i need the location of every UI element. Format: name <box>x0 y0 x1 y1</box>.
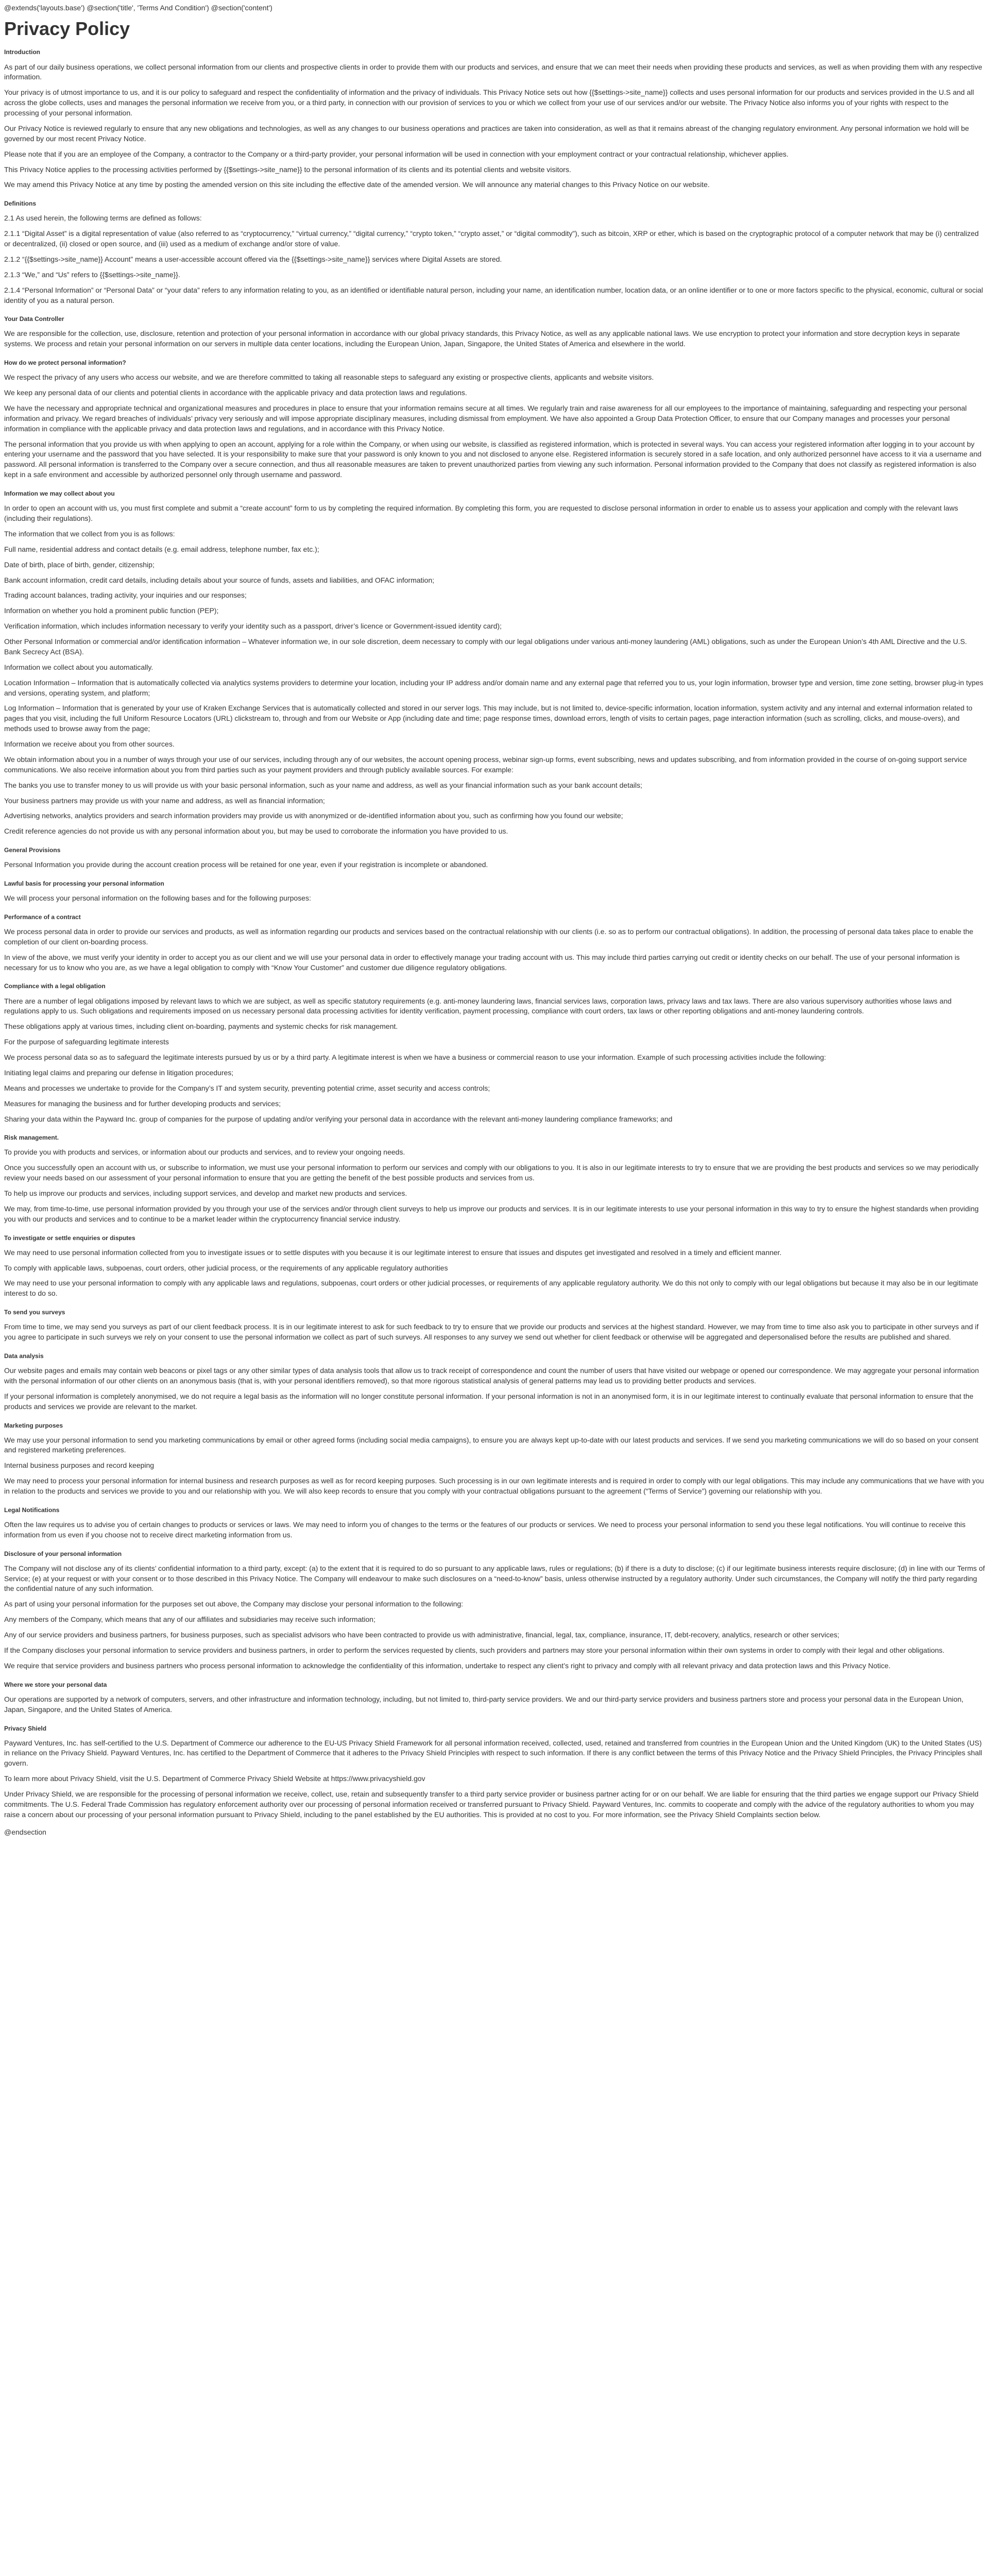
paragraph: We process personal data in order to provide our services and products, as well as information regarding our products and services based on the contractual relationship with our clients (i.e. so as to perform our contractual obligations). In addition, the processing of personal data takes place to enable the completion of our client on-boarding process. <box>4 927 974 946</box>
paragraph: Information we collect about you automatically. <box>4 663 154 671</box>
paragraph: We may amend this Privacy Notice at any time by posting the amended version on this site including the effective date of the amended version. We will announce any material changes to this Privacy Notice on our website. <box>4 180 710 189</box>
paragraph: Means and processes we undertake to provide for the Company’s IT and system security, preventing potential crime, asset security and access controls; <box>4 1083 490 1092</box>
paragraph: Full name, residential address and contact details (e.g. email address, telephone number, fax etc.); <box>4 545 319 553</box>
paragraph: We keep any personal data of our clients and potential clients in accordance with the applicable privacy and data protection laws and regulations. <box>4 388 467 397</box>
paragraph: Any members of the Company, which means that any of our affiliates and subsidiaries may receive such information; <box>4 1615 376 1624</box>
paragraph: To comply with applicable laws, subpoenas, court orders, other judicial process, or the requirements of any applicable regulatory authorities <box>4 1263 448 1272</box>
paragraph: Sharing your data within the Payward Inc. group of companies for the purpose of updating and/or verifying your personal data in accordance with the relevant anti-money laundering compliance frameworks; and <box>4 1114 673 1123</box>
blade-template-footer: @endsection <box>4 1827 46 1836</box>
paragraph: 2.1.3 “We,” and “Us” refers to {{$settings->site_name}}. <box>4 270 180 279</box>
paragraph: Please note that if you are an employee of the Company, a contractor to the Company or a third-party provider, your personal information will be used in connection with your employment contract or your contractual relationship, whichever applies. <box>4 149 789 158</box>
paragraph: The personal information that you provide us with when applying to open an account, applying for a role within the Company, or when using our website, is classified as registered information, which is protected in several ways. You can access your registered information after logging in to your account by entering your username and the password that you have selected. It is your responsibility to make sure that your password is only known to you and not disclosed to anyone else. Registered information is securely stored in a safe location, and only authorized personnel have access to it via a username and password. All personal information is transferred to the Company over a secure connection, and thus all reasonable measures are taken to prevent unauthorized parties from viewing any such information. Personal information provided to the Company that does not classify as registered information is also kept in a safe environment and accessible by authorized personnel only through username and password. <box>4 439 982 479</box>
section-heading: Legal Notifications <box>4 1506 60 1514</box>
paragraph: The banks you use to transfer money to us will provide us with your basic personal information, such as your name and address, as well as your financial information such as your bank account details; <box>4 781 642 789</box>
paragraph: From time to time, we may send you surveys as part of our client feedback process. It is in our legitimate interest to ask for such feedback to try to ensure that we provide our products and services at the highest standard. However, we may from time to time also ask you to participate in other surveys and if you agree to participate in such surveys we rely on your consent to use the personal information we collect as part of such surveys. All responses to any survey we send out whether for client feedback or otherwise will be aggregated and depersonalised before the results are published and shared. <box>4 1323 979 1342</box>
paragraph: Under Privacy Shield, we are responsible for the processing of personal information we receive, collect, use, retain and subsequently transfer to a third party service provider or business partner acting for or on our behalf. We are liable for ensuring that the third parties we engage support our Privacy Shield commitments. The U.S. Federal Trade Commission has regulatory enforcement authority over our processing of personal information received or transferred pursuant to Privacy Shield. Payward Ventures, Inc. commits to cooperate and comply with the advice of the regulatory authorities to whom you may raise a concern about our processing of your personal information pursuant to Privacy Shield, including to the panel established by the EU authorities. This is provided at no cost to you. For more information, see the Privacy Shield Complaints section below. <box>4 1790 979 1819</box>
paragraph: We will process your personal information on the following bases and for the following purposes: <box>4 894 311 903</box>
section-heading: Disclosure of your personal information <box>4 1550 122 1557</box>
paragraph: If the Company discloses your personal information to service providers and business partners, in order to perform the services requested by clients, such providers and partners may store your personal information within their own systems in order to comply with their legal and other obligations. <box>4 1646 945 1654</box>
paragraph: Date of birth, place of birth, gender, citizenship; <box>4 560 155 569</box>
paragraph: As part of using your personal information for the purposes set out above, the Company may disclose your personal information to the following: <box>4 1600 464 1608</box>
policy-content <box>4 48 985 1820</box>
paragraph: To provide you with products and services, or information about our products and services, and to review your ongoing needs. <box>4 1148 405 1157</box>
section-heading: Marketing purposes <box>4 1421 63 1429</box>
paragraph: Personal Information you provide during the account creation process will be retained for one year, even if your registration is incomplete or abandoned. <box>4 860 488 869</box>
section-heading: Definitions <box>4 200 36 208</box>
paragraph: In view of the above, we must verify your identity in order to accept you as our client and we will use your personal data in order to effectively manage your trading account with us. This may include third parties carrying out credit or identity checks on our behalf. The use of your personal information is necessary for us to know who you are, as we have a legal obligation to comply with “Know Your Customer” and customer due diligence regulatory obligations. <box>4 953 960 972</box>
paragraph: This Privacy Notice applies to the processing activities performed by {{$settings->site_name}} to the personal information of its clients and its potential clients and website visitors. <box>4 165 571 174</box>
section-heading: General Provisions <box>4 846 61 854</box>
section-heading: Your Data Controller <box>4 315 64 323</box>
paragraph: 2.1.2 “{{$settings->site_name}} Account” means a user-accessible account offered via the {{$settings->site_name}} services where Digital Assets are stored. <box>4 255 502 263</box>
section-heading: To send you surveys <box>4 1309 65 1316</box>
paragraph: Information on whether you hold a prominent public function (PEP); <box>4 606 219 615</box>
paragraph: These obligations apply at various times, including client on-boarding, payments and systemic checks for risk management. <box>4 1022 398 1031</box>
paragraph: Your business partners may provide us with your name and address, as well as financial information; <box>4 796 325 805</box>
paragraph: Internal business purposes and record keeping <box>4 1461 155 1470</box>
paragraph: Information we receive about you from other sources. <box>4 740 175 748</box>
paragraph: We may need to process your personal information for internal business and research purposes as well as for record keeping purposes. Such processing is in our own legitimate interests and is required in order to comply with our legal obligations. This may include any communications that we have with you in relation to the products and services we provide to you and our relationship with you. We will also keep records to ensure that you comply with your contractual obligations pursuant to the agreement (“Terms of Service”) governing our relationship with you. <box>4 1477 984 1496</box>
paragraph: Initiating legal claims and preparing our defense in litigation procedures; <box>4 1068 234 1077</box>
paragraph: Our operations are supported by a network of computers, servers, and other infrastructure and information technology, including, but not limited to, third-party service providers. We and our third-party service providers and business partners store and process your personal data in the European Union, Japan, Singapore, and the United States of America. <box>4 1694 964 1714</box>
paragraph: 2.1.4 “Personal Information” or “Personal Data” or “your data” refers to any information relating to you, as an identified or identifiable natural person, including your name, an identification number, location data, or an online identifier or to one or more factors specific to the physical, economic, cultural or social identity of you as a natural person. <box>4 285 983 304</box>
section-heading: Performance of a contract <box>4 913 81 921</box>
paragraph: We may need to use personal information collected from you to investigate issues or to settle disputes with you because it is our legitimate interest to ensure that issues and disputes get investigated and resolved in a timely and efficient manner. <box>4 1248 782 1257</box>
paragraph: 2.1 As used herein, the following terms are defined as follows: <box>4 214 202 223</box>
section-heading: Lawful basis for processing your personal information <box>4 880 164 888</box>
paragraph: Once you successfully open an account with us, or subscribe to information, we must use your personal information to perform our services and comply with our obligations to you. It is also in our legitimate interests to try to ensure that we are providing the best products and services so we may periodically review your needs based on our assessment of your personal information to ensure that you are getting the benefit of the best possible products and services from us. <box>4 1163 979 1182</box>
paragraph: Credit reference agencies do not provide us with any personal information about you, but may be used to corroborate the information you have provided to us. <box>4 827 508 836</box>
paragraph: Advertising networks, analytics providers and search information providers may provide us with anonymized or de-identified information about you, such as confirming how you found our website; <box>4 811 623 820</box>
paragraph: As part of our daily business operations, we collect personal information from our clients and prospective clients in order to provide them with our products and services, and ensure that we can meet their needs when providing these products and services, as well as when providing them with any respective information. <box>4 62 982 81</box>
paragraph: In order to open an account with us, you must first complete and submit a “create account” form to us by completing the required information. By completing this form, you are requested to disclose personal information in order to enable us to assess your application and comply with the relevant laws (including their regulations). <box>4 504 959 522</box>
paragraph: We obtain information about you in a number of ways through your use of our services, including through any of our websites, the account opening process, webinar sign-up forms, event subscribing, news and updates subscribing, and from information provided in the course of on-going support service communications. We also receive information about you from third parties such as your payment providers and through publicly available sources. For example: <box>4 755 967 774</box>
paragraph: There are a number of legal obligations imposed by relevant laws to which we are subject, as well as specific statutory requirements (e.g. anti-money laundering laws, financial services laws, corporation laws, privacy laws and tax laws. There are also various supervisory authorities whose laws and regulations apply to us. Such obligations and requirements imposed on us necessary personal data processing activities for identity verification, payment processing, compliance with court orders, tax laws or other reporting obligations and anti-money laundering controls. <box>4 996 952 1015</box>
paragraph: Often the law requires us to advise you of certain changes to products or services or laws. We may need to inform you of changes to the terms or the features of our products or services. We need to process your personal information to send you these legal notifications. You will continue to receive this information from us even if you choose not to receive direct marketing information from us. <box>4 1520 966 1539</box>
paragraph: Location Information – Information that is automatically collected via analytics systems providers to determine your location, including your IP address and/or domain name and any external page that referred you to us, your login information, browser type and version, time zone setting, browser plug-in types and versions, operating system, and platform; <box>4 678 983 697</box>
section-heading: Information we may collect about you <box>4 490 115 498</box>
section-heading: Risk management. <box>4 1134 59 1142</box>
paragraph: To learn more about Privacy Shield, visit the U.S. Department of Commerce Privacy Shield Website at https://www.privacyshield.gov <box>4 1774 425 1783</box>
section-heading: Where we store your personal data <box>4 1681 107 1688</box>
paragraph: The information that we collect from you is as follows: <box>4 529 175 538</box>
paragraph: We are responsible for the collection, use, disclosure, retention and protection of your personal information in accordance with our global privacy standards, this Privacy Notice, as well as any applicable national laws. We use encryption to protect your information and store decryption keys in separate systems. We process and retain your personal information on our servers in multiple data center locations, including the European Union, Japan, Singapore, the United States of America and elsewhere in the world. <box>4 329 960 348</box>
paragraph: Payward Ventures, Inc. has self-certified to the U.S. Department of Commerce our adherence to the EU-US Privacy Shield Framework for all personal information received, collected, used, retained and transferred from countries in the European Union and the United Kingdom (UK) to the United States (US) in reliance on the Privacy Shield. Payward Ventures, Inc. has certified to the Department of Commerce that it adheres to the Privacy Shield Principles with respect to such information. If there is any conflict between the terms of this Privacy Notice and the Privacy Shield Principles, the Privacy Principles shall govern. <box>4 1738 982 1768</box>
paragraph: Our Privacy Notice is reviewed regularly to ensure that any new obligations and technologies, as well as any changes to our business operations and practices are taken into consideration, as well as that it remains abreast of the changing regulatory environment. Any personal information we hold will be governed by our most recent Privacy Notice. <box>4 124 969 143</box>
section-heading: Introduction <box>4 48 40 56</box>
paragraph: Trading account balances, trading activity, your inquiries and our responses; <box>4 591 247 600</box>
paragraph: We process personal data so as to safeguard the legitimate interests pursued by us or by a third party. A legitimate interest is when we have a business or commercial reason to use your information. Example of such processing activities include the following: <box>4 1053 826 1061</box>
paragraph: Verification information, which includes information necessary to verify your identity such as a passport, driver’s licence or Government-issued identity card); <box>4 622 502 631</box>
paragraph: The Company will not disclose any of its clients’ confidential information to a third party, except: (a) to the extent that it is required to do so pursuant to any applicable laws, rules or regulations; (b) if there is a duty to disclose; (c) if our legitimate business interests require disclosure; (d) in line with our Terms of Service; (e) at your request or with your consent or to those described in this Privacy Notice. The Company will endeavour to make such disclosures on a “need-to-know” basis, unless otherwise instructed by a regulatory authority. Under such circumstances, the Company will notify the third party regarding the confidential nature of any such information. <box>4 1564 985 1593</box>
paragraph: Our website pages and emails may contain web beacons or pixel tags or any other similar types of data analysis tools that allow us to track receipt of correspondence and count the number of users that have visited our webpage or opened our correspondence. We may aggregate your personal information with the personal information of our other clients on an anonymous basis (that is, with your personal identifiers removed), so that more rigorous statistical analysis of general patterns may lead us to providing better products and services. <box>4 1366 979 1385</box>
paragraph: We may use your personal information to send you marketing communications by email or other agreed forms (including social media campaigns), to ensure you are always kept up-to-date with our latest products and services. If we send you marketing communications we will do so based on your consent and registered marketing preferences. <box>4 1435 979 1454</box>
paragraph: We have the necessary and appropriate technical and organizational measures and procedures in place to ensure that your information remains secure at all times. We regularly train and raise awareness for all our employees to the importance of maintaining, safeguarding and respecting your personal information and privacy. We regard breaches of individuals’ privacy very seriously and will impose appropriate disciplinary measures, including dismissal from employment. We have also appointed a Group Data Protection Officer, to ensure that our Company manages and processes your personal information in compliance with the applicable privacy and data protection laws and regulations, and in accordance with this Privacy Notice. <box>4 403 967 433</box>
paragraph: If your personal information is completely anonymised, we do not require a legal basis as the information will no longer constitute personal information. If your personal information is not in an anonymised form, it is in our legitimate interest to continually evaluate that personal information to ensure that the products and services we provide are relevant to the market. <box>4 1392 974 1411</box>
paragraph: We may need to use your personal information to comply with any applicable laws and regulations, subpoenas, court orders or other judicial processes, or requirements of any applicable regulatory authority. We do this not only to comply with our legal obligations but because it may also be in our legitimate interest to do so. <box>4 1279 979 1298</box>
section-heading: Compliance with a legal obligation <box>4 982 106 990</box>
section-heading: To investigate or settle enquiries or disputes <box>4 1234 135 1242</box>
paragraph: Measures for managing the business and for further developing products and services; <box>4 1099 281 1108</box>
paragraph: We may, from time-to-time, use personal information provided by you through your use of the services and/or through client surveys to help us improve our products and services. It is in our legitimate interests to use your personal information in this way to try to ensure the highest standards when providing you with our products and services and to continue to be a market leader within the cryptocurrency financial service industry. <box>4 1204 979 1223</box>
blade-template-header: @extends('layouts.base') @section('title', 'Terms And Condition') @section('content') <box>4 4 272 12</box>
paragraph: For the purpose of safeguarding legitimate interests <box>4 1038 169 1046</box>
paragraph: Your privacy is of utmost importance to us, and it is our policy to safeguard and respect the confidentiality of information and the privacy of individuals. This Privacy Notice sets out how {{$settings->site_name}} collects and uses personal information for our products and services provided in the U.S and all across the globe collects, uses and manages the personal information we receive from you, or a third party, in connection with our provision of services to you or which we collect from your use of our services and/or our website. The Privacy Notice also informs you of your rights with respect to the processing of your personal information. <box>4 88 974 117</box>
paragraph: Log Information – Information that is generated by your use of Kraken Exchange Services that is automatically collected and stored in our server logs. This may include, but is not limited to, device-specific information, location information, system activity and any internal and external information related to pages that you visit, including the full Uniform Resource Locators (URL) clickstream to, through and from our Website or App (including date and time; page response times, download errors, length of visits to certain pages, page interaction information (such as scrolling, clicks, and mouse-overs), and methods used to browse away from the page; <box>4 704 973 733</box>
paragraph: Any of our service providers and business partners, for business purposes, such as specialist advisors who have been contracted to provide us with administrative, financial, legal, tax, compliance, insurance, IT, debt-recovery, analytics, research or other services; <box>4 1631 840 1639</box>
page-title: Privacy Policy <box>4 18 130 39</box>
paragraph: Other Personal Information or commercial and/or identification information – Whatever information we, in our sole discretion, deem necessary to comply with our legal obligations under various anti-money laundering (AML) obligations, such as under the European Union’s 4th AML Directive and the U.S. Bank Secrecy Act (BSA). <box>4 637 967 656</box>
section-heading: Privacy Shield <box>4 1724 47 1732</box>
paragraph: 2.1.1 “Digital Asset” is a digital representation of value (also referred to as “cryptocurrency,” “virtual currency,” “digital currency,” “crypto token,” “crypto asset,” or “digital commodity”), such as bitcoin, XRP or ether, which is based on the cryptographic protocol of a computer network that may be (i) centralized or decentralized, (ii) closed or open source, and (iii) used as a medium of exchange and/or store of value. <box>4 229 979 248</box>
paragraph: We require that service providers and business partners who process personal information to acknowledge the confidentiality of this information, undertake to respect any client’s right to privacy and comply with all relevant privacy and data protection laws and this Privacy Notice. <box>4 1661 891 1670</box>
section-heading: Data analysis <box>4 1352 44 1360</box>
section-heading: How do we protect personal information? <box>4 359 126 367</box>
paragraph: To help us improve our products and services, including support services, and develop and market new products and services. <box>4 1189 407 1198</box>
paragraph: Bank account information, credit card details, including details about your source of funds, assets and liabilities, and OFAC information; <box>4 575 435 584</box>
paragraph: We respect the privacy of any users who access our website, and we are therefore committed to taking all reasonable steps to safeguard any existing or prospective clients, applicants and website visitors. <box>4 373 654 382</box>
